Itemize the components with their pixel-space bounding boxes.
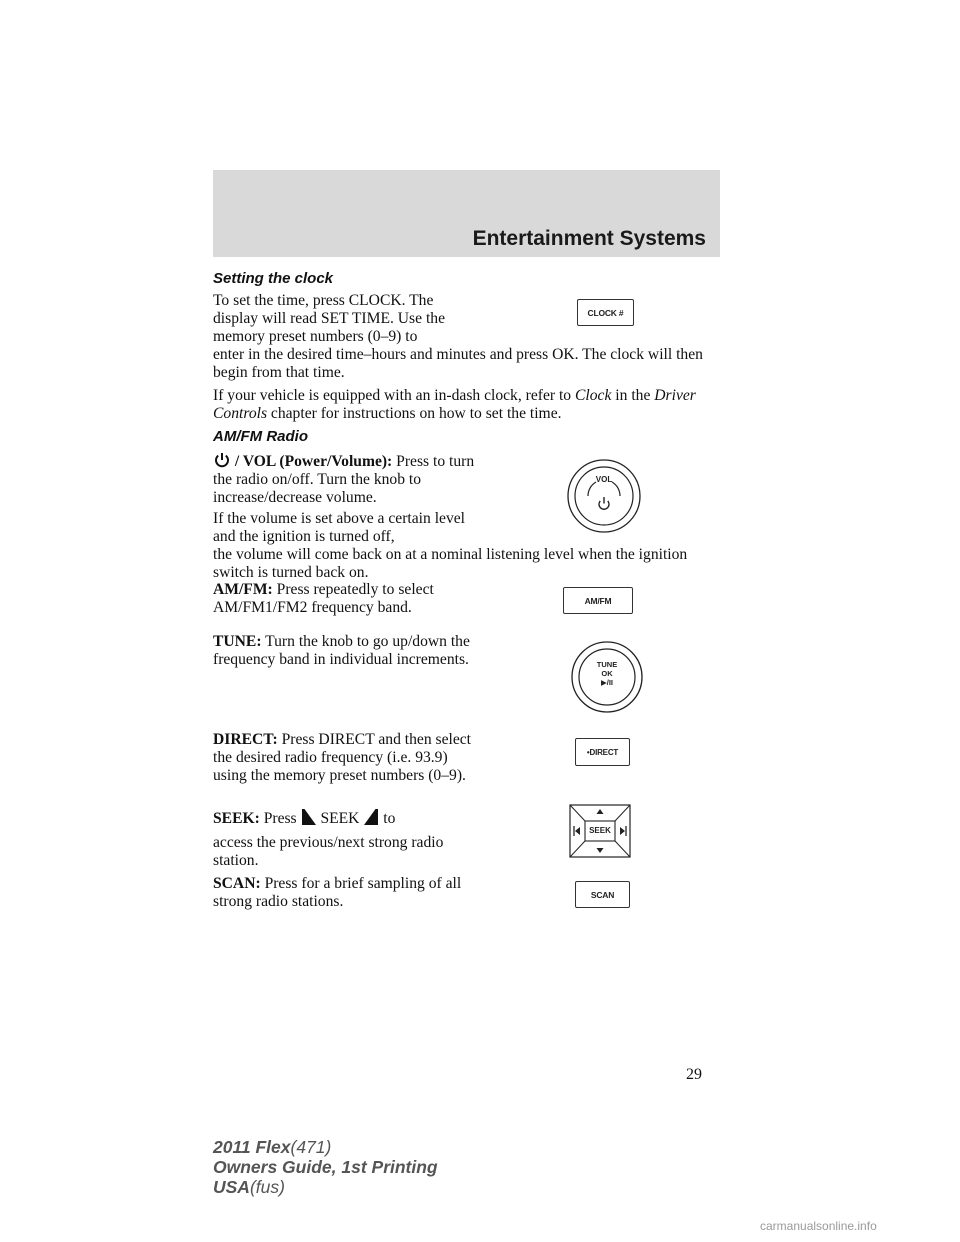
vol-paragraph-2a: If the volume is set above a certain level and the ignition is turned off, (213, 510, 465, 545)
tune-knob: TUNE OK ▶/II (570, 640, 644, 714)
clock-heading: Setting the clock (213, 270, 334, 287)
section-title: Entertainment Systems (472, 227, 706, 250)
seek-button-cluster (569, 804, 631, 858)
clock-paragraph-1b: enter in the desired time–hours and minutes and press OK. The clock will then begin from that time. (213, 346, 703, 381)
clock-link: Clock (575, 387, 612, 404)
radio-heading: AM/FM Radio (213, 428, 308, 445)
tune-description: TUNE: Turn the knob to go up/down the frequency band in individual increments. (213, 633, 470, 668)
clock-button: CLOCK # (577, 299, 634, 326)
header-band (213, 170, 720, 257)
vol-description: / VOL (Power/Volume): Press to turn the radio on/off. Turn the knob to increase/decrease volume. (213, 453, 475, 506)
clock-paragraph-2: If your vehicle is equipped with an in-dash clock, refer to Clock in the Driver Controls chapter for instructions on how to set the time. (213, 387, 696, 422)
driver-controls-link: Driver Controls (213, 387, 696, 422)
direct-button: •DIRECT (575, 738, 630, 766)
clock-paragraph-1: To set the time, press CLOCK. The display will read SET TIME. Use the memory preset numbers (0–9) to (213, 292, 445, 345)
page-number: 29 (686, 1066, 702, 1083)
seek-back-icon (301, 808, 317, 826)
scan-button: SCAN (575, 881, 630, 908)
seek-forward-icon (363, 808, 379, 826)
seek-label: SEEK (589, 826, 611, 835)
power-icon (213, 451, 231, 469)
watermark: carmanualsonline.info (760, 1219, 877, 1233)
scan-description: SCAN: Press for a brief sampling of all strong radio stations. (213, 875, 462, 910)
vol-knob-graphic (566, 458, 642, 534)
vol-knob: VOL (566, 458, 642, 534)
amfm-button: AM/FM (563, 587, 633, 614)
vol-paragraph-2b: the volume will come back on at a nominal listening level when the ignition switch is turned back on. (213, 546, 688, 581)
direct-description: DIRECT: Press DIRECT and then select the desired radio frequency (i.e. 93.9) using the memory preset numbers (0–9). (213, 731, 472, 784)
seek-description: SEEK: Press SEEK to access the previous/next strong radio station. (213, 810, 444, 869)
amfm-description: AM/FM: Press repeatedly to select AM/FM1/FM2 frequency band. (213, 581, 434, 616)
print-footer: 2011 Flex(471) Owners Guide, 1st Printing USA(fus) (213, 1137, 438, 1197)
